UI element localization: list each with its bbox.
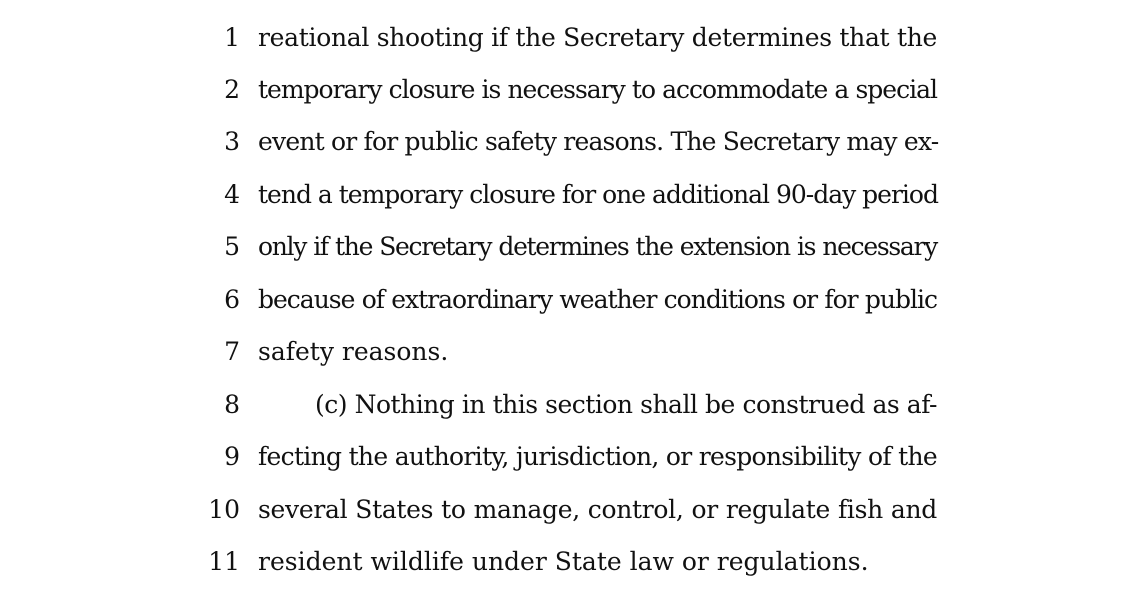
- document-line-1: [0, 12, 1137, 64]
- document-line-8: [0, 379, 1137, 431]
- line-text: (c) Nothing in this section shall be construed as af-: [315, 390, 937, 419]
- line-text: safety reasons.: [258, 337, 449, 366]
- line-text: reational shooting if the Secretary determines that the: [258, 23, 937, 52]
- line-number: 6: [224, 285, 240, 314]
- line-text: temporary closure is necessary to accommodate a special: [258, 75, 937, 104]
- document-line-2: [0, 64, 1137, 116]
- line-text: several States to manage, control, or regulate fish and: [258, 495, 937, 524]
- document-line-10: [0, 484, 1137, 536]
- line-number: 5: [224, 232, 240, 261]
- line-text: only if the Secretary determines the extension is necessary: [258, 232, 937, 261]
- line-number: 2: [224, 75, 240, 104]
- line-number: 9: [224, 442, 240, 471]
- line-number: 10: [208, 495, 240, 524]
- document-line-3: [0, 116, 1137, 168]
- line-number: 11: [208, 547, 240, 576]
- document-line-7: [0, 326, 1137, 378]
- line-number: 1: [224, 23, 240, 52]
- line-text: tend a temporary closure for one additional 90-day period: [258, 180, 938, 209]
- document-line-11: [0, 536, 1137, 588]
- line-number: 4: [224, 180, 240, 209]
- line-text: because of extraordinary weather conditions or for public: [258, 285, 937, 314]
- line-number: 8: [224, 390, 240, 419]
- document-line-5: [0, 221, 1137, 273]
- line-number: 3: [224, 127, 240, 156]
- line-text: resident wildlife under State law or regulations.: [258, 547, 869, 576]
- document-line-4: [0, 169, 1137, 221]
- document-line-9: [0, 431, 1137, 483]
- line-text: fecting the authority, jurisdiction, or responsibility of the: [258, 442, 937, 471]
- line-number: 7: [224, 337, 240, 366]
- document-line-6: [0, 274, 1137, 326]
- line-text: event or for public safety reasons. The Secretary may ex-: [258, 127, 939, 156]
